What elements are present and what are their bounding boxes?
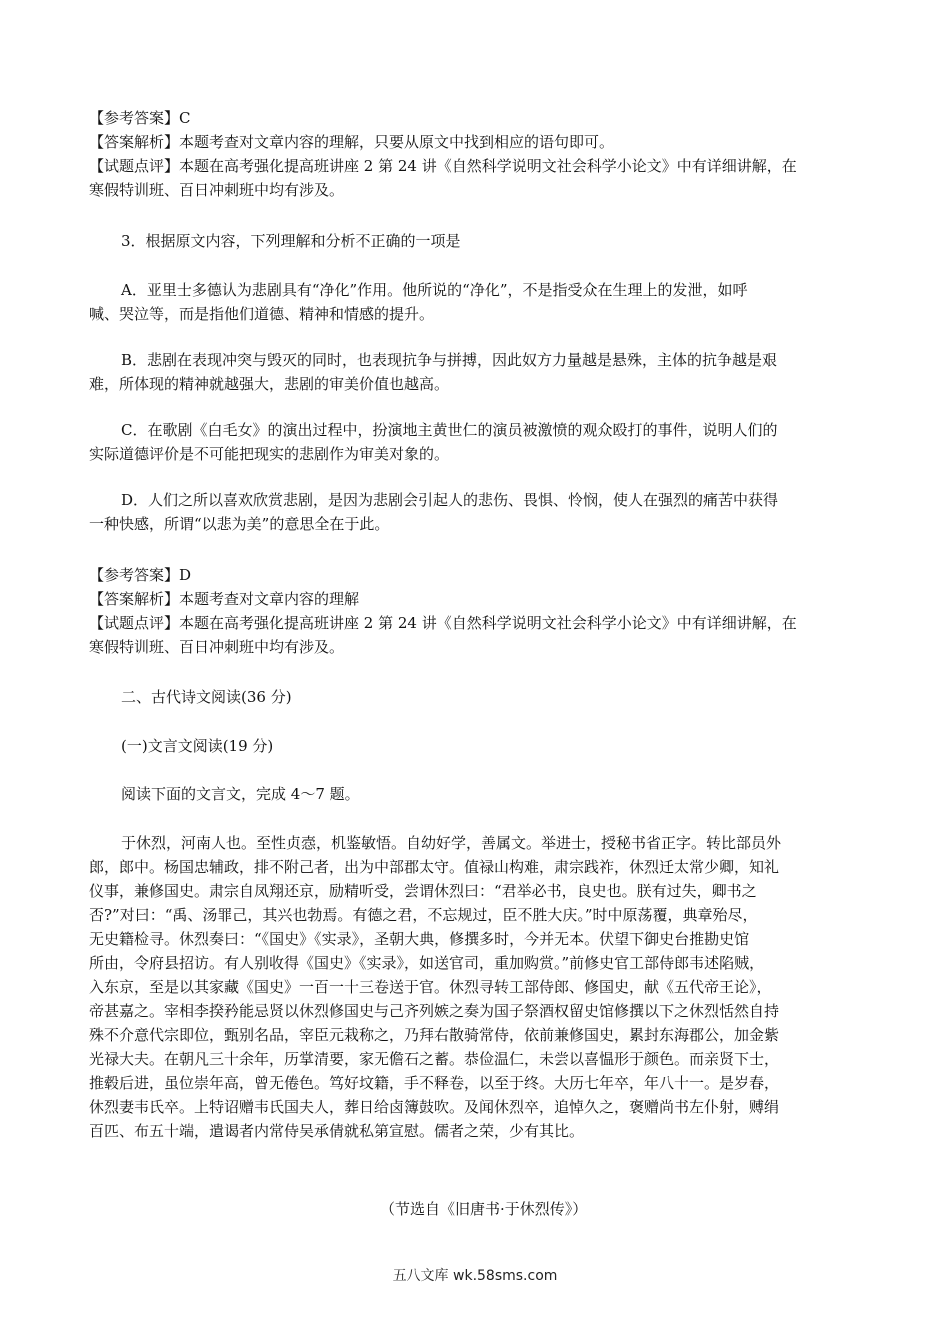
option-c: C．在歌剧《白毛女》的演出过程中，扮演地主黄世仁的演员被激愤的观众殴打的事件，说明人们的 实际道德评价是不可能把现实的悲剧作为审美对象的。 (89, 421, 778, 463)
comment-line: 【试题点评】本题在高考强化提高班讲座 2 第 24 讲《自然科学说明文社会科学小论文》中有详细讲解，在 (89, 157, 797, 175)
answer-line: 【参考答案】C (89, 109, 191, 127)
analysis-line: 【答案解析】本题考查对文章内容的理解，只要从原文中找到相应的语句即可。 (89, 133, 615, 151)
comment-line-cont: 寒假特训班、百日冲刺班中均有涉及。 (89, 181, 345, 199)
analysis-line: 【答案解析】本题考查对文章内容的理解 (89, 590, 360, 608)
classical-passage: 于休烈，河南人也。至性贞悫，机鉴敏悟。自幼好学，善属文。举进士，授秘书省正字。转比部员外 郎，郎中。杨国忠辅政，排不附己者，出为中部郡太守。值禄山构难，肃宗践祚，休烈迁太常少卿，知礼 仪事，兼修国史。肃宗自凤翔还京，励精听受，尝谓休烈曰：“君举必书，良史也。朕有过失，卿书之 否?”对曰：“禹、汤罪己，其兴也勃焉。有德之君，不忘规过，臣不胜大庆。”时中原荡覆，典章殆尽， 无史籍检寻。休烈奏曰：“《国史》《实录》，圣朝大典，修撰多时，今并无本。伏望下御史台推勘史馆 所由，令府县招访。有人别收得《国史》《实录》，如送官司，重加购赏。”前修史官工部侍郎韦述陷贼， 入东京，至是以其家藏《国史》一百一十三卷送于官。休烈寻转工部侍郎、修国史，献《五代帝王论》， 帝甚嘉之。宰相李揆矜能忌贤以休烈修国史与己齐列嫉之奏为国子祭酒权留史馆修撰以下之休烈恬然自持 殊不介意代宗即位，甄别名品，宰臣元栽称之，乃拜右散骑常侍，依前兼修国史，累封东海郡公，加金紫 光禄大夫。在朝凡三十余年，历掌清要，家无儋石之蓄。恭俭温仁，未尝以喜愠形于颜色。而亲贤下士， 推毂后进，虽位崇年高，曾无倦色。笃好坟籍，手不释卷，以至于终。大历七年卒，年八十一。是岁春， 休烈妻韦氏卒。上特诏赠韦氏国夫人，葬日给卤簿鼓吹。及闻休烈卒，追悼久之，褒赠尚书左仆射，赙绢 百匹、布五十端，遣谒者内常侍吴承倩就私第宣慰。儒者之荣，少有其比。 (89, 834, 782, 1140)
reading-instruction: 阅读下面的文言文，完成 4～7 题。 (121, 785, 360, 803)
option-d: D．人们之所以喜欢欣赏悲剧，是因为悲剧会引起人的悲伤、畏惧、怜悯，使人在强烈的痛苦中获得 一种快感，所谓“以悲为美”的意思全在于此。 (89, 491, 779, 533)
question-3-stem: 3．根据原文内容，下列理解和分析不正确的一项是 (121, 232, 461, 250)
site-footer: 五八文库 wk.58sms.com (392, 1268, 558, 1284)
section-heading: 二、古代诗文阅读(36 分) (121, 688, 292, 706)
section-subheading: (一)文言文阅读(19 分) (121, 737, 274, 755)
answer-block-1 (89, 106, 869, 202)
comment-line-cont: 寒假特训班、百日冲刺班中均有涉及。 (89, 638, 345, 656)
option-b: B．悲剧在表现冲突与毁灭的同时，也表现抗争与拼搏，因此奴方力量越是悬殊，主体的抗争越是艰 难，所体现的精神就越强大，悲剧的审美价值也越高。 (89, 351, 778, 393)
option-a: A．亚里士多德认为悲剧具有“净化”作用。他所说的“净化”，不是指受众在生理上的发泄，如呼 喊、哭泣等，而是指他们道德、精神和情感的提升。 (89, 281, 748, 323)
passage-source: （节选自《旧唐书·于休烈传》） (380, 1200, 588, 1218)
answer-line: 【参考答案】D (89, 566, 192, 584)
answer-block-3 (89, 563, 869, 659)
comment-line: 【试题点评】本题在高考强化提高班讲座 2 第 24 讲《自然科学说明文社会科学小论文》中有详细讲解，在 (89, 614, 797, 632)
